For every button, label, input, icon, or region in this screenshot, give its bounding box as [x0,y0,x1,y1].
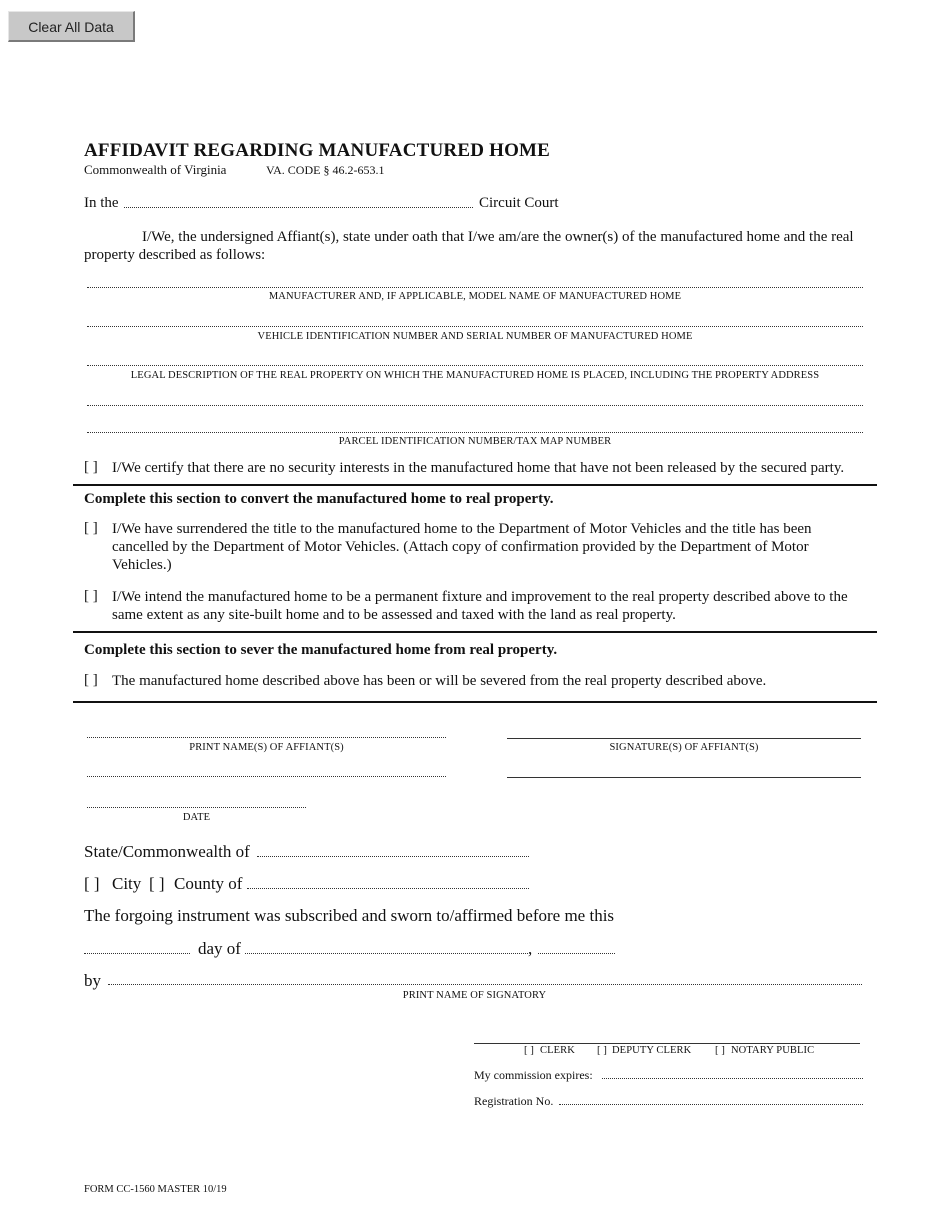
county-field[interactable] [247,888,529,889]
section-divider [73,701,877,703]
section-divider [73,484,877,486]
city-checkbox[interactable]: [ ] [84,874,100,893]
commission-label: My commission expires: [474,1068,593,1082]
surrendered-title-checkbox[interactable]: [ ] [84,520,98,536]
vin-field[interactable] [87,326,863,327]
legal-description-field[interactable] [87,365,863,366]
parcel-caption: PARCEL IDENTIFICATION NUMBER/TAX MAP NUMBER [338,436,612,447]
month-field[interactable] [245,953,528,954]
sever-checkbox[interactable]: [ ] [84,672,98,688]
sever-text: The manufactured home described above has been or will be severed from the real property described above. [112,673,767,689]
deputy-clerk-label: DEPUTY CLERK [612,1045,692,1056]
section-divider [73,631,877,633]
deputy-clerk-checkbox[interactable]: [ ] [597,1045,607,1056]
registration-label: Registration No. [474,1094,554,1108]
day-of-label: day of [198,939,241,958]
print-name-field[interactable] [87,737,446,738]
parcel-field[interactable] [87,432,863,433]
clerk-label: CLERK [540,1045,575,1056]
state-label: State/Commonwealth of [84,842,250,861]
county-label: County of [174,874,243,893]
signatory-caption: PRINT NAME OF SIGNATORY [402,990,547,1001]
by-label: by [84,971,101,990]
clerk-checkbox[interactable]: [ ] [524,1045,534,1056]
sworn-statement: The forgoing instrument was subscribed and sworn to/affirmed before me this [84,906,615,925]
form-title: AFFIDAVIT REGARDING MANUFACTURED HOME [84,140,551,161]
certify-checkbox[interactable]: [ ] [84,459,98,475]
sever-heading: Complete this section to sever the manufactured home from real property. [84,642,558,658]
intro-statement: I/We, the undersigned Affiant(s), state under oath that I/we am/are the owner(s) of the manufactured home and the real property described as follows: [84,229,854,263]
legal-description-field-2[interactable] [87,405,863,406]
county-checkbox[interactable]: [ ] [149,874,165,893]
surrendered-title-text: I/We have surrendered the title to the manufactured home to the Department of Motor Vehicles and the title has been cancelled by the Department of Motor Vehicles. (Attach copy of confirmation provided by the Department of Motor Vehicles.) [112,521,812,573]
print-name-caption: PRINT NAME(S) OF AFFIANT(S) [189,742,344,753]
clear-all-data-button[interactable]: Clear All Data [8,11,135,42]
signature-field-2[interactable] [507,777,861,778]
notary-public-checkbox[interactable]: [ ] [715,1045,725,1056]
permanent-fixture-text: I/We intend the manufactured home to be a permanent fixture and improvement to the real property described above to the same extent as any site-built home and to be assessed and taxed with the land as real property. [112,589,848,623]
print-name-field-2[interactable] [87,776,446,777]
manufacturer-caption: MANUFACTURER AND, IF APPLICABLE, MODEL NAME OF MANUFACTURED HOME [268,291,682,302]
date-caption: DATE [182,812,211,823]
year-field[interactable] [538,953,615,954]
legal-description-caption: LEGAL DESCRIPTION OF THE REAL PROPERTY ON WHICH THE MANUFACTURED HOME IS PLACED, INCLUDING THE PROPERTY ADDRESS [130,370,820,381]
va-code: VA. CODE § 46.2-653.1 [266,163,385,177]
vin-caption: VEHICLE IDENTIFICATION NUMBER AND SERIAL NUMBER OF MANUFACTURED HOME [257,331,693,342]
commission-field[interactable] [602,1078,863,1079]
day-field[interactable] [84,953,190,954]
form-number: FORM CC-1560 MASTER 10/19 [84,1184,227,1195]
date-field[interactable] [87,807,306,808]
comma: , [528,939,533,958]
signature-field[interactable] [507,738,861,739]
signature-caption: SIGNATURE(S) OF AFFIANT(S) [609,742,759,753]
state-field[interactable] [257,856,529,857]
jurisdiction: Commonwealth of Virginia [84,162,227,177]
certify-text: I/We certify that there are no security interests in the manufactured home that have not been released by the secured party. [112,460,845,476]
court-suffix: Circuit Court [479,195,559,211]
officer-signature-field[interactable] [474,1043,860,1044]
signatory-field[interactable] [108,984,862,985]
court-name-field[interactable] [124,207,473,208]
manufacturer-field[interactable] [87,287,863,288]
notary-public-label: NOTARY PUBLIC [731,1045,815,1056]
court-prefix: In the [84,195,119,211]
convert-heading: Complete this section to convert the manufactured home to real property. [84,491,554,507]
permanent-fixture-checkbox[interactable]: [ ] [84,588,98,604]
registration-field[interactable] [559,1104,863,1105]
city-label: City [112,874,142,893]
